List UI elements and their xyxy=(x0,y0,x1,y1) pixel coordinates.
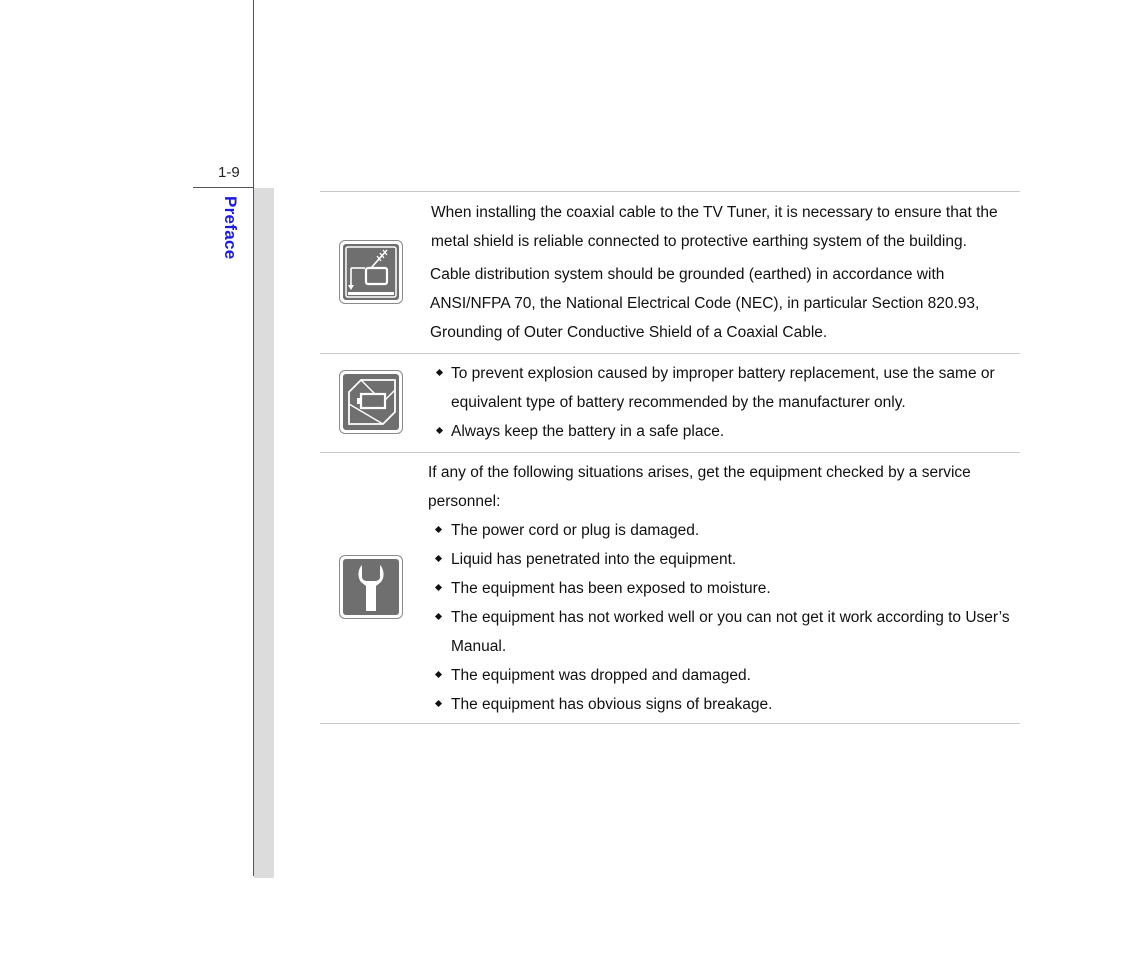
list-item: To prevent explosion caused by improper battery replacement, use the same or equivalent type of battery recommended by the manufacturer only. xyxy=(431,359,1023,417)
service-list xyxy=(428,516,1023,719)
service-row xyxy=(320,453,1020,724)
list-item: The equipment has not worked well or you can not get it work according to User’s Manual. xyxy=(428,603,1023,661)
battery-text xyxy=(431,359,1023,446)
sidebar-bar xyxy=(254,188,274,878)
service-intro: If any of the following situations arises, get the equipment checked by a service personnel: xyxy=(428,464,971,510)
list-item: Liquid has penetrated into the equipment. xyxy=(428,545,1023,574)
list-item: The equipment has been exposed to moisture. xyxy=(428,574,1023,603)
wrench-icon xyxy=(339,555,403,619)
battery-icon xyxy=(339,370,403,434)
tv-tuner-paragraph-2: Cable distribution system should be grounded (earthed) in accordance with ANSI/NFPA 70, the National Electrical Code (NEC), in particular Section 820.93, Grounding of Outer Conductive Shield of a Coaxial Cable. xyxy=(430,266,980,341)
tv-tuner-paragraph-1: When installing the coaxial cable to the TV Tuner, it is necessary to ensure that the metal shield is reliable connected to protective earthing system of the building. xyxy=(431,204,998,250)
section-label: Preface xyxy=(221,196,240,260)
list-item: The equipment was dropped and damaged. xyxy=(428,661,1023,690)
tv-tuner-text xyxy=(431,198,1023,347)
page-number: 1-9 xyxy=(218,164,240,181)
list-item: The equipment has obvious signs of breakage. xyxy=(428,690,1023,719)
safety-table xyxy=(320,191,1020,724)
battery-row xyxy=(320,354,1020,453)
battery-list xyxy=(431,359,1023,446)
tv-tuner-row xyxy=(320,192,1020,354)
list-item: Always keep the battery in a safe place. xyxy=(431,417,1023,446)
list-item: The power cord or plug is damaged. xyxy=(428,516,1023,545)
service-text xyxy=(428,458,1023,719)
margin-horizontal-line xyxy=(193,187,254,188)
tv-antenna-grounding-icon xyxy=(339,240,403,304)
